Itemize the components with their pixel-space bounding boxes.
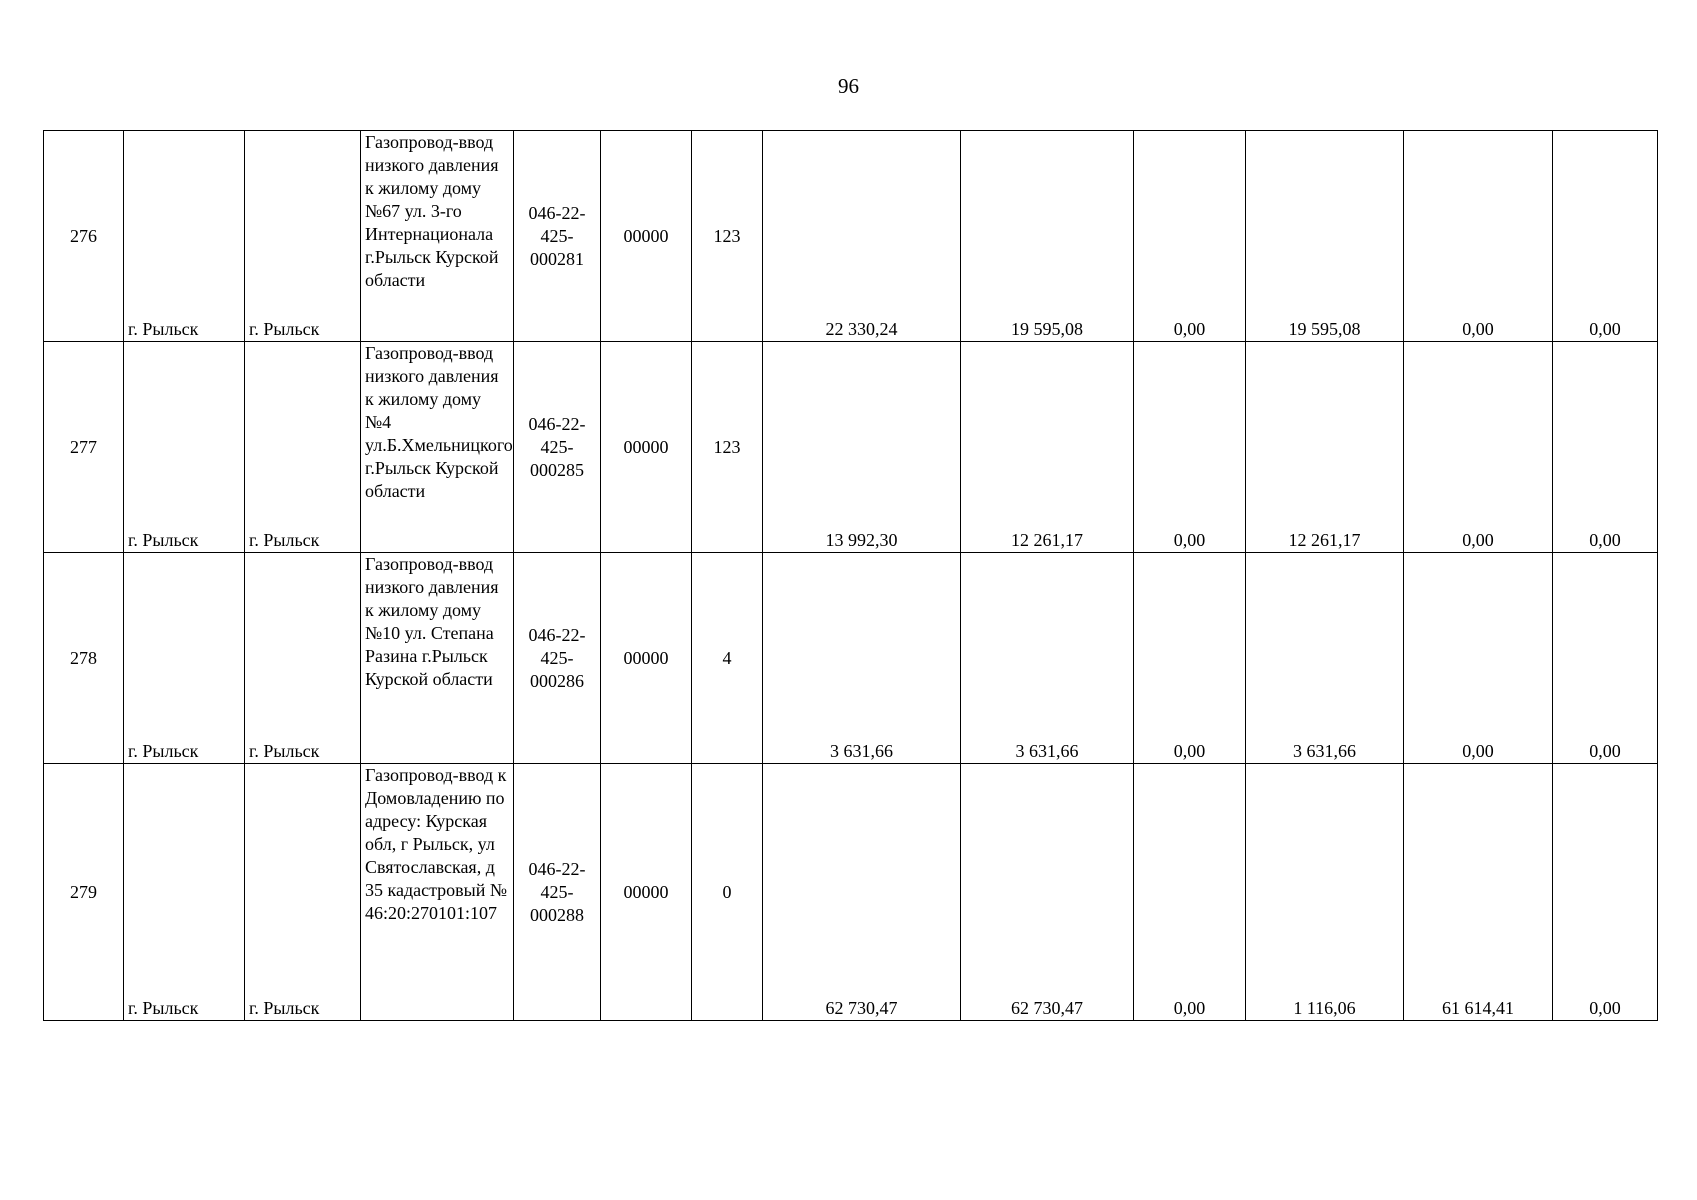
value-cell-3: 0,00 xyxy=(1134,553,1246,764)
object-description: Газопровод-ввод низкого давления к жилому дому №4 ул.Б.Хмельницкого г.Рыльск Курской области xyxy=(361,342,514,553)
value-cell-1: 3 631,66 xyxy=(763,553,961,764)
settlement-cell: г. Рыльск xyxy=(124,764,245,1021)
value-cell-3: 0,00 xyxy=(1134,131,1246,342)
value-cell-1: 22 330,24 xyxy=(763,131,961,342)
table-row xyxy=(44,342,1658,553)
value-cell-1: 62 730,47 xyxy=(763,764,961,1021)
quantity-cell: 4 xyxy=(692,553,763,764)
code-cell: 00000 xyxy=(601,553,692,764)
object-description: Газопровод-ввод к Домовладению по адресу: Курская обл, г Рыльск, ул Святославская, д 35 кадастровый № 46:20:270101:107 xyxy=(361,764,514,1021)
inventory-code: 046-22-425-000281 xyxy=(514,131,601,342)
quantity-cell: 0 xyxy=(692,764,763,1021)
row-number: 279 xyxy=(44,764,124,1021)
table-row xyxy=(44,131,1658,342)
row-number: 277 xyxy=(44,342,124,553)
value-cell-5: 61 614,41 xyxy=(1404,764,1553,1021)
value-cell-5: 0,00 xyxy=(1404,342,1553,553)
value-cell-5: 0,00 xyxy=(1404,131,1553,342)
locality-cell: г. Рыльск xyxy=(245,553,361,764)
row-number: 276 xyxy=(44,131,124,342)
object-description: Газопровод-ввод низкого давления к жилому дому №67 ул. 3-го Интернационала г.Рыльск Курской области xyxy=(361,131,514,342)
value-cell-1: 13 992,30 xyxy=(763,342,961,553)
locality-cell: г. Рыльск xyxy=(245,342,361,553)
inventory-code: 046-22-425-000286 xyxy=(514,553,601,764)
value-cell-6: 0,00 xyxy=(1553,764,1658,1021)
page-number: 96 xyxy=(838,74,859,98)
code-cell: 00000 xyxy=(601,131,692,342)
value-cell-6: 0,00 xyxy=(1553,553,1658,764)
asset-registry-table xyxy=(43,130,1658,1021)
table-row xyxy=(44,764,1658,1021)
table-row xyxy=(44,553,1658,764)
value-cell-4: 19 595,08 xyxy=(1246,131,1404,342)
row-number: 278 xyxy=(44,553,124,764)
locality-cell: г. Рыльск xyxy=(245,131,361,342)
value-cell-6: 0,00 xyxy=(1553,342,1658,553)
value-cell-2: 62 730,47 xyxy=(961,764,1134,1021)
quantity-cell: 123 xyxy=(692,131,763,342)
value-cell-6: 0,00 xyxy=(1553,131,1658,342)
value-cell-4: 3 631,66 xyxy=(1246,553,1404,764)
locality-cell: г. Рыльск xyxy=(245,764,361,1021)
inventory-code: 046-22-425-000288 xyxy=(514,764,601,1021)
value-cell-4: 12 261,17 xyxy=(1246,342,1404,553)
value-cell-2: 19 595,08 xyxy=(961,131,1134,342)
inventory-code: 046-22-425-000285 xyxy=(514,342,601,553)
value-cell-4: 1 116,06 xyxy=(1246,764,1404,1021)
object-description: Газопровод-ввод низкого давления к жилому дому №10 ул. Степана Разина г.Рыльск Курской области xyxy=(361,553,514,764)
value-cell-3: 0,00 xyxy=(1134,342,1246,553)
value-cell-3: 0,00 xyxy=(1134,764,1246,1021)
settlement-cell: г. Рыльск xyxy=(124,131,245,342)
value-cell-2: 3 631,66 xyxy=(961,553,1134,764)
code-cell: 00000 xyxy=(601,764,692,1021)
code-cell: 00000 xyxy=(601,342,692,553)
value-cell-2: 12 261,17 xyxy=(961,342,1134,553)
quantity-cell: 123 xyxy=(692,342,763,553)
settlement-cell: г. Рыльск xyxy=(124,553,245,764)
value-cell-5: 0,00 xyxy=(1404,553,1553,764)
settlement-cell: г. Рыльск xyxy=(124,342,245,553)
